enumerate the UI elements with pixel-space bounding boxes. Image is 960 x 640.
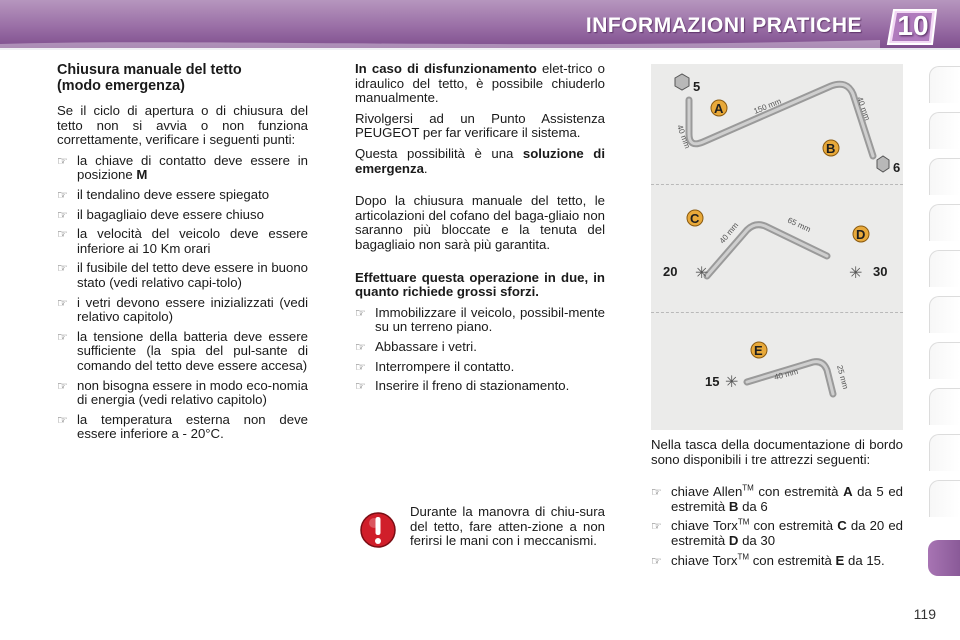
chapter-number: 10	[897, 10, 929, 41]
dim-25: 25 mm	[835, 364, 851, 391]
dim-40-e: 40 mm	[773, 366, 800, 382]
title-line-2: (modo emergenza)	[57, 78, 185, 94]
column-1	[57, 62, 308, 447]
torx-30-icon: ✳	[849, 265, 863, 282]
header-wave-decoration	[0, 36, 880, 50]
list-item: ☞ la temperatura esterna non deve essere inferiore a - 20°C.	[57, 411, 308, 442]
torx-20-icon: ✳	[695, 265, 709, 282]
side-tab[interactable]	[929, 388, 960, 425]
pointing-hand-icon: ☞	[57, 207, 68, 222]
list-item: ☞ Inserire il freno di stazionamento.	[355, 378, 570, 394]
list-item: ☞ la velocità del veicolo deve essere inferiore ai 10 Km orari	[57, 226, 308, 256]
assistance-paragraph: Rivolgersi ad un Punto Assistenza PEUGEOT per far verificare il sistema.	[355, 110, 605, 141]
side-tab[interactable]	[929, 158, 960, 195]
pointing-hand-icon: ☞	[651, 519, 662, 534]
tools-figure	[651, 64, 903, 430]
tools-drawing	[651, 64, 903, 430]
warning-icon	[360, 510, 396, 550]
malfunction-paragraph: In caso di disfunzionamento elet-trico o idraulico del tetto, è possibile chiuderlo manualmente.	[355, 61, 606, 106]
torx-15-icon: ✳	[725, 374, 739, 391]
list-item: ☞ Interrompere il contatto.	[355, 358, 515, 374]
page-number: 119	[913, 606, 936, 622]
procedure-list	[355, 306, 605, 394]
list-item: ☞ i vetri devono essere inizializzati (vedi relativo capitolo)	[57, 294, 308, 325]
list-item: ☞ Immobilizzare il veicolo, possibil-mente su un terreno piano.	[355, 304, 605, 335]
two-people-notice: Effettuare questa operazione in due, in quanto richiede grossi sforzi.	[355, 269, 605, 300]
dim-65: 65 mm	[786, 215, 813, 235]
list-item: ☞ il fusibile del tetto deve essere in buono stato (vedi relativo capi-tolo)	[57, 260, 308, 290]
label-20: 20	[663, 264, 678, 279]
label-c: C	[690, 211, 700, 226]
pointing-hand-icon: ☞	[57, 329, 68, 344]
dim-40-d: 40 mm	[717, 220, 741, 246]
dim-40-a: 40 mm	[675, 123, 692, 150]
header-title: INFORMAZIONI PRATICHE	[585, 14, 862, 37]
intro-paragraph: Se il ciclo di apertura o di chiusura del tetto non si avvia o non funziona correttamente, verificare i seguenti punti:	[57, 103, 308, 148]
pointing-hand-icon: ☞	[57, 261, 68, 276]
pointing-hand-icon: ☞	[651, 553, 662, 568]
label-b: B	[826, 141, 836, 156]
pointing-hand-icon: ☞	[355, 379, 366, 394]
list-item: ☞ il bagagliaio deve essere chiuso	[57, 206, 264, 222]
section-title	[57, 62, 308, 94]
pointing-hand-icon: ☞	[355, 359, 366, 374]
column-3	[651, 438, 903, 573]
list-item: ☞ chiave Allen™ con estremità A da 5 ed estremità B da 6	[651, 483, 903, 514]
side-tab[interactable]	[929, 480, 960, 517]
list-item: ☞ chiave Torx™ con estremità C da 20 ed estremità D da 30	[651, 517, 903, 548]
pointing-hand-icon: ☞	[57, 295, 68, 310]
list-item: ☞ la tensione della batteria deve essere sufficiente (la spia del pul-sante di comando del tetto deve essere accesa)	[57, 328, 308, 373]
pointing-hand-icon: ☞	[57, 153, 68, 168]
label-5: 5	[693, 79, 701, 94]
header-band	[0, 0, 960, 50]
side-tab[interactable]	[929, 296, 960, 333]
allen-key-shape	[689, 84, 873, 156]
side-tab[interactable]	[929, 434, 960, 471]
tools-list	[651, 485, 903, 568]
dim-40-c: 40 mm	[855, 95, 872, 122]
hex-6-icon	[877, 156, 889, 172]
warning-text: Durante la manovra di chiu-sura del tetto, fare atten-zione a non ferirsi le mani con i meccanismi.	[410, 504, 605, 549]
side-tab[interactable]	[929, 250, 960, 287]
pointing-hand-icon: ☞	[355, 339, 366, 354]
dim-150: 150 mm	[752, 96, 783, 116]
side-tab[interactable]	[929, 204, 960, 241]
pointing-hand-icon: ☞	[651, 485, 662, 500]
pointing-hand-icon: ☞	[355, 305, 366, 320]
list-item: ☞ Abbassare i vetri.	[355, 338, 477, 354]
pointing-hand-icon: ☞	[57, 378, 68, 393]
list-item: ☞ il tendalino deve essere spiegato	[57, 186, 270, 202]
side-tab[interactable]	[929, 112, 960, 149]
checklist	[57, 154, 308, 442]
label-30: 30	[873, 264, 888, 279]
label-e: E	[754, 343, 763, 358]
tools-intro: Nella tasca della documentazione di bordo sono disponibili i tre attrezzi seguenti:	[651, 437, 903, 467]
label-15: 15	[705, 374, 720, 389]
hex-5-icon	[675, 74, 689, 90]
label-a: A	[714, 101, 724, 116]
label-d: D	[856, 227, 866, 242]
list-item: ☞ la chiave di contatto deve essere in posizione M	[57, 152, 308, 183]
column-2	[355, 62, 605, 399]
side-tabs	[926, 66, 960, 576]
list-item: ☞ chiave Torx™ con estremità E da 15.	[651, 552, 885, 568]
side-tab[interactable]	[929, 342, 960, 379]
pointing-hand-icon: ☞	[57, 187, 68, 202]
side-tab-active[interactable]	[928, 540, 960, 576]
pointing-hand-icon: ☞	[57, 227, 68, 242]
after-closing-paragraph: Dopo la chiusura manuale del tetto, le articolazioni del cofano del baga-gliaio non saranno più bloccate e la tenuta del bagagliaio non sarà più garantita.	[355, 193, 605, 252]
label-6: 6	[893, 160, 901, 175]
list-item: ☞ non bisogna essere in modo eco-nomia di energia (vedi relativo capitolo)	[57, 377, 308, 408]
emergency-paragraph: Questa possibilità è una soluzione di emergenza.	[355, 145, 605, 176]
title-line-1: Chiusura manuale del tetto	[57, 62, 242, 78]
side-tab[interactable]	[929, 66, 960, 103]
pointing-hand-icon: ☞	[57, 412, 68, 427]
